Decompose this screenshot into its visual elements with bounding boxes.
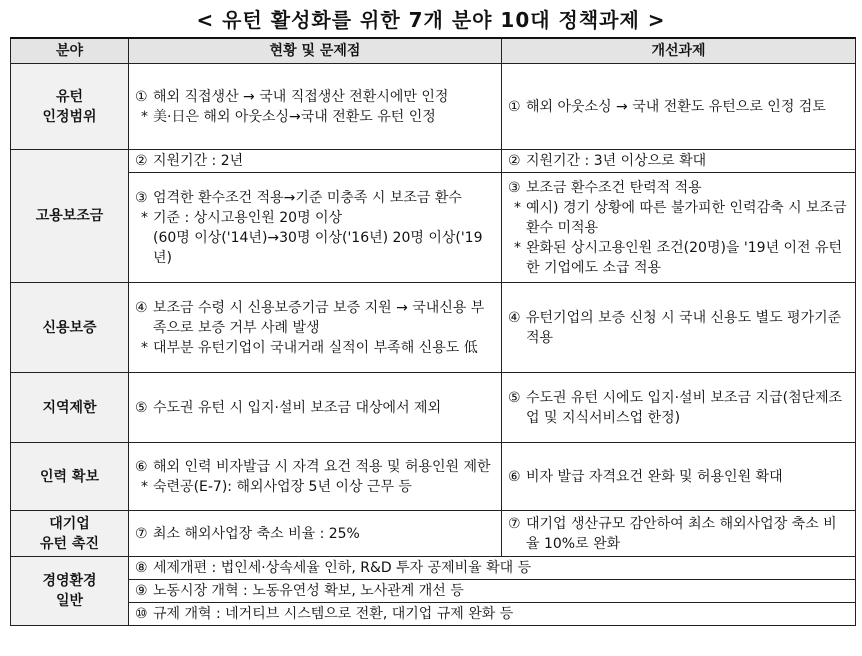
category-line: 유턴 <box>55 88 84 105</box>
improvement-cell <box>502 443 856 511</box>
table-row <box>11 283 856 373</box>
item-text: 해외 인력 비자발급 시 자격 요건 적용 및 허용인원 제한 <box>153 458 491 475</box>
current-cell <box>129 64 502 150</box>
item-number: ② <box>135 153 148 169</box>
improvement-cell <box>502 373 856 443</box>
current-cell <box>129 173 502 283</box>
note-text: 예시) 경기 상황에 따른 불가피한 인력감축 시 보조금 환수 미적용 <box>526 199 847 236</box>
table-row <box>11 603 856 626</box>
header-row <box>11 38 856 64</box>
item-number: ④ <box>508 309 521 326</box>
note-marker: * <box>514 199 521 216</box>
current-cell <box>129 511 502 557</box>
item-number: ① <box>135 88 148 105</box>
category-cell: 신용보증 <box>11 283 129 373</box>
category-line: 인정범위 <box>42 108 97 125</box>
table-row <box>11 511 856 557</box>
page-title: < 유턴 활성화를 위한 7개 분야 10대 정책과제 > <box>196 8 666 32</box>
note-text: 대부분 유턴기업이 국내거래 실적이 부족해 신용도 低 <box>153 339 478 356</box>
note-marker: * <box>141 478 148 495</box>
item-text: 대기업 생산규모 감안하여 최소 해외사업장 축소 비율 10%로 완화 <box>526 515 837 552</box>
table-row <box>11 150 856 173</box>
item-number: ⑥ <box>508 468 521 485</box>
table-row <box>11 443 856 511</box>
category-cell: 고용보조금 <box>11 150 129 283</box>
improvement-cell <box>502 283 856 373</box>
category-cell <box>11 511 129 557</box>
item-number: ④ <box>135 299 148 316</box>
item-number: ③ <box>135 189 148 206</box>
item-number: ⑤ <box>135 399 148 416</box>
note-marker: * <box>141 209 148 226</box>
header-category: 분야 <box>11 38 129 64</box>
item-text: 수도권 유턴 시 입지·설비 보조금 대상에서 제외 <box>153 399 442 416</box>
table-row <box>11 64 856 150</box>
header-improvement: 개선과제 <box>502 38 856 64</box>
category-line: 일반 <box>55 593 84 609</box>
category-cell: 인력 확보 <box>11 443 129 511</box>
item-number: ⑧ <box>135 560 148 576</box>
improvement-cell <box>502 64 856 150</box>
current-cell <box>129 150 502 173</box>
note-text: 완화된 상시고용인원 조건(20명)을 '19년 이전 유턴한 기업에도 소급 적용 <box>526 239 843 276</box>
item-text: 최소 해외사업장 축소 비율 : 25% <box>153 525 360 542</box>
item-text: 비자 발급 자격요건 완화 및 허용인원 확대 <box>526 468 783 485</box>
improvement-cell <box>502 511 856 557</box>
item-text: 엄격한 환수조건 적용→기준 미충족 시 보조금 환수 <box>153 189 462 206</box>
item-number: ⑨ <box>135 583 148 599</box>
table-row <box>11 557 856 580</box>
item-text: 규제 개혁 : 네거티브 시스템으로 전환, 대기업 규제 완화 등 <box>153 606 514 622</box>
item-number: ⑥ <box>135 458 148 475</box>
item-text: 지원기간 : 2년 <box>153 153 244 169</box>
category-line: 경영환경 <box>42 573 97 589</box>
note-marker: * <box>141 339 148 356</box>
item-text: 해외 직접생산 → 국내 직접생산 전환시에만 인정 <box>153 88 449 105</box>
item-text: 유턴기업의 보증 신청 시 국내 신용도 별도 평가기준 적용 <box>526 309 842 346</box>
general-item-cell <box>129 603 856 626</box>
improvement-cell <box>502 150 856 173</box>
item-number: ③ <box>508 179 521 196</box>
note-text: 숙련공(E-7): 해외사업장 5년 이상 근무 등 <box>153 478 412 495</box>
note-marker: * <box>514 239 521 256</box>
policy-table <box>10 37 856 626</box>
general-item-cell <box>129 580 856 603</box>
item-text: 세제개편 : 법인세·상속세율 인하, R&D 투자 공제비율 확대 등 <box>153 560 532 576</box>
category-cell: 지역제한 <box>11 373 129 443</box>
category-cell <box>11 64 129 150</box>
item-text: 보조금 환수조건 탄력적 적용 <box>526 179 702 196</box>
note-text: 美·日은 해외 아웃소싱→국내 전환도 유턴 인정 <box>153 108 436 125</box>
item-number: ⑩ <box>135 606 148 622</box>
item-number: ① <box>508 98 521 115</box>
current-cell <box>129 373 502 443</box>
category-cell <box>11 557 129 626</box>
category-line: 유턴 촉진 <box>40 535 99 552</box>
table-row <box>11 173 856 283</box>
item-number: ⑤ <box>508 389 521 406</box>
note-marker: * <box>141 108 148 125</box>
item-number: ⑦ <box>135 525 148 542</box>
header-current: 현황 및 문제점 <box>129 38 502 64</box>
note-continuation: (60명 이상('14년)→30명 이상('16년) 20명 이상('19년) <box>153 229 483 266</box>
general-item-cell <box>129 557 856 580</box>
table-row <box>11 580 856 603</box>
improvement-cell <box>502 173 856 283</box>
item-text: 보조금 수령 시 신용보증기금 보증 지원 → 국내신용 부족으로 보증 거부 사례 발생 <box>153 299 485 336</box>
category-line: 대기업 <box>49 515 90 532</box>
item-text: 노동시장 개혁 : 노동유연성 확보, 노사관계 개선 등 <box>153 583 464 599</box>
note-text: 기준 : 상시고용인원 20명 이상 <box>153 209 343 226</box>
current-cell <box>129 443 502 511</box>
current-cell <box>129 283 502 373</box>
table-row <box>11 373 856 443</box>
item-text: 지원기간 : 3년 이상으로 확대 <box>526 153 707 169</box>
item-text: 수도권 유턴 시에도 입지·설비 보조금 지급(첨단제조업 및 지식서비스업 한정) <box>526 389 843 426</box>
item-text: 해외 아웃소싱 → 국내 전환도 유턴으로 인정 검토 <box>526 98 826 115</box>
item-number: ⑦ <box>508 515 521 532</box>
item-number: ② <box>508 153 521 169</box>
